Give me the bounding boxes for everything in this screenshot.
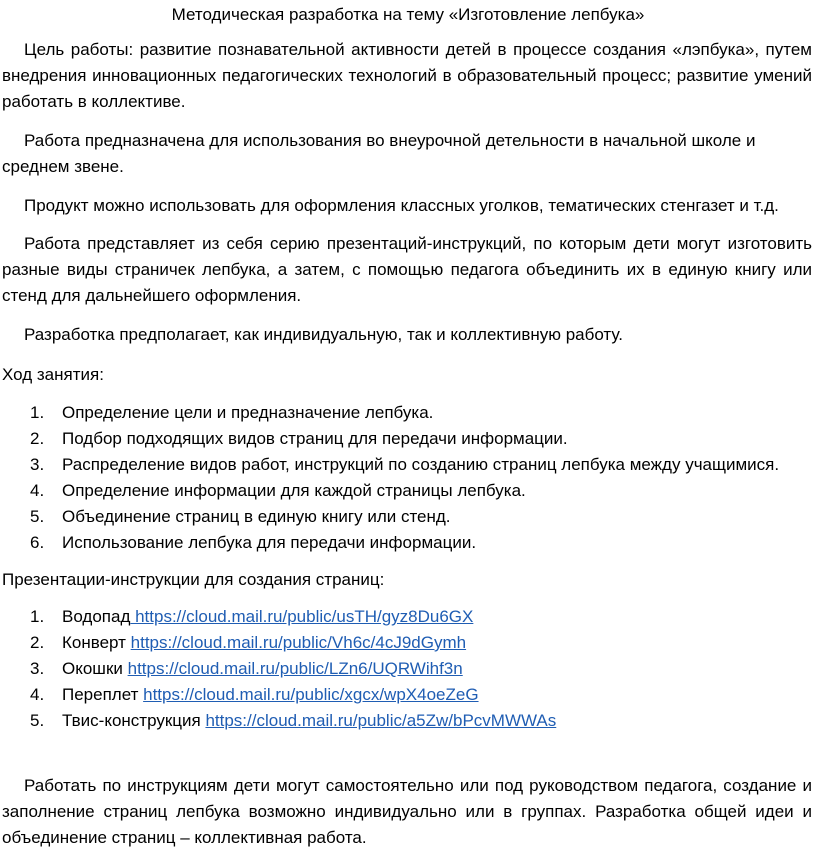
list-number: 5. (30, 507, 45, 526)
document-title: Методическая разработка на тему «Изготовление лепбука» (171, 5, 645, 24)
list-item (0, 682, 816, 708)
list-item (0, 478, 816, 504)
list-item (0, 426, 816, 452)
list-number: 6. (30, 533, 45, 552)
list-number: 1. (30, 403, 45, 422)
list-item (0, 530, 816, 556)
presentation-link-waterfall[interactable]: https://cloud.mail.ru/public/usTH/gyz8Du6GX (130, 607, 474, 626)
list-number: 1. (30, 607, 45, 626)
list-text: Определение информации для каждой страницы лепбука. (62, 481, 526, 500)
list-text: Использование лепбука для передачи информации. (62, 533, 477, 552)
paragraph-work-format: Разработка предполагает, как индивидуальную, так и коллективную работу. (24, 325, 623, 344)
presentation-link-windows[interactable]: https://cloud.mail.ru/public/LZn6/UQRWihf3n (127, 659, 463, 678)
presentation-link-envelope[interactable]: https://cloud.mail.ru/public/Vh6c/4cJ9dGymh (130, 633, 467, 652)
presentation-link-binding[interactable]: https://cloud.mail.ru/public/xgcx/wpX4oeZeG (143, 685, 479, 704)
presentation-link-twist[interactable]: https://cloud.mail.ru/public/a5Zw/bPcvMWWAs (205, 711, 557, 730)
paragraph-purpose: Работа предназначена для использования во внеурочной детельности в начальной школе и среднем звене. (2, 131, 756, 176)
presentation-label: Твис-конструкция (62, 711, 206, 730)
presentation-label: Водопад (62, 607, 131, 626)
paragraph-description: Работа представляет из себя серию презентаций-инструкций, по которым дети могут изготовить разные виды страничек лепбука, а затем, с помощью педагога объединить их в единую книгу или стенд для дальнейшего оформления. (2, 234, 812, 305)
lesson-steps-list (0, 400, 816, 556)
presentation-label: Конверт (62, 633, 131, 652)
list-number: 3. (30, 455, 45, 474)
list-text: Распределение видов работ, инструкций по созданию страниц лепбука между учащимися. (62, 455, 780, 474)
list-item (0, 504, 816, 530)
list-number: 4. (30, 685, 45, 704)
list-number: 5. (30, 711, 45, 730)
list-text: Объединение страниц в единую книгу или стенд. (62, 507, 451, 526)
presentation-label: Окошки (62, 659, 128, 678)
list-item (0, 656, 816, 682)
list-item (0, 630, 816, 656)
paragraph-goal: Цель работы: развитие познавательной активности детей в процессе создания «лэпбука», путем внедрения инновационных педагогических технологий в образовательный процесс; развитие умений работать в коллективе. (2, 40, 812, 111)
presentations-heading: Презентации-инструкции для создания страниц: (2, 570, 385, 589)
list-item (0, 604, 816, 630)
presentations-list (0, 604, 816, 734)
list-text: Подбор подходящих видов страниц для передачи информации. (62, 429, 568, 448)
list-number: 4. (30, 481, 45, 500)
list-number: 2. (30, 429, 45, 448)
list-text: Определение цели и предназначение лепбука. (62, 403, 434, 422)
presentation-label: Переплет (62, 685, 144, 704)
list-number: 3. (30, 659, 45, 678)
list-item (0, 452, 816, 478)
list-item (0, 400, 816, 426)
list-number: 2. (30, 633, 45, 652)
lesson-heading: Ход занятия: (2, 365, 104, 384)
list-item (0, 708, 816, 734)
paragraph-product: Продукт можно использовать для оформления классных уголков, тематических стенгазет и т.д. (24, 196, 779, 215)
paragraph-closing: Работать по инструкциям дети могут самостоятельно или под руководством педагога, создание и заполнение страниц лепбука возможно индивидуально или в группах. Разработка общей идеи и объединение страниц – коллективная работа. (2, 776, 812, 847)
